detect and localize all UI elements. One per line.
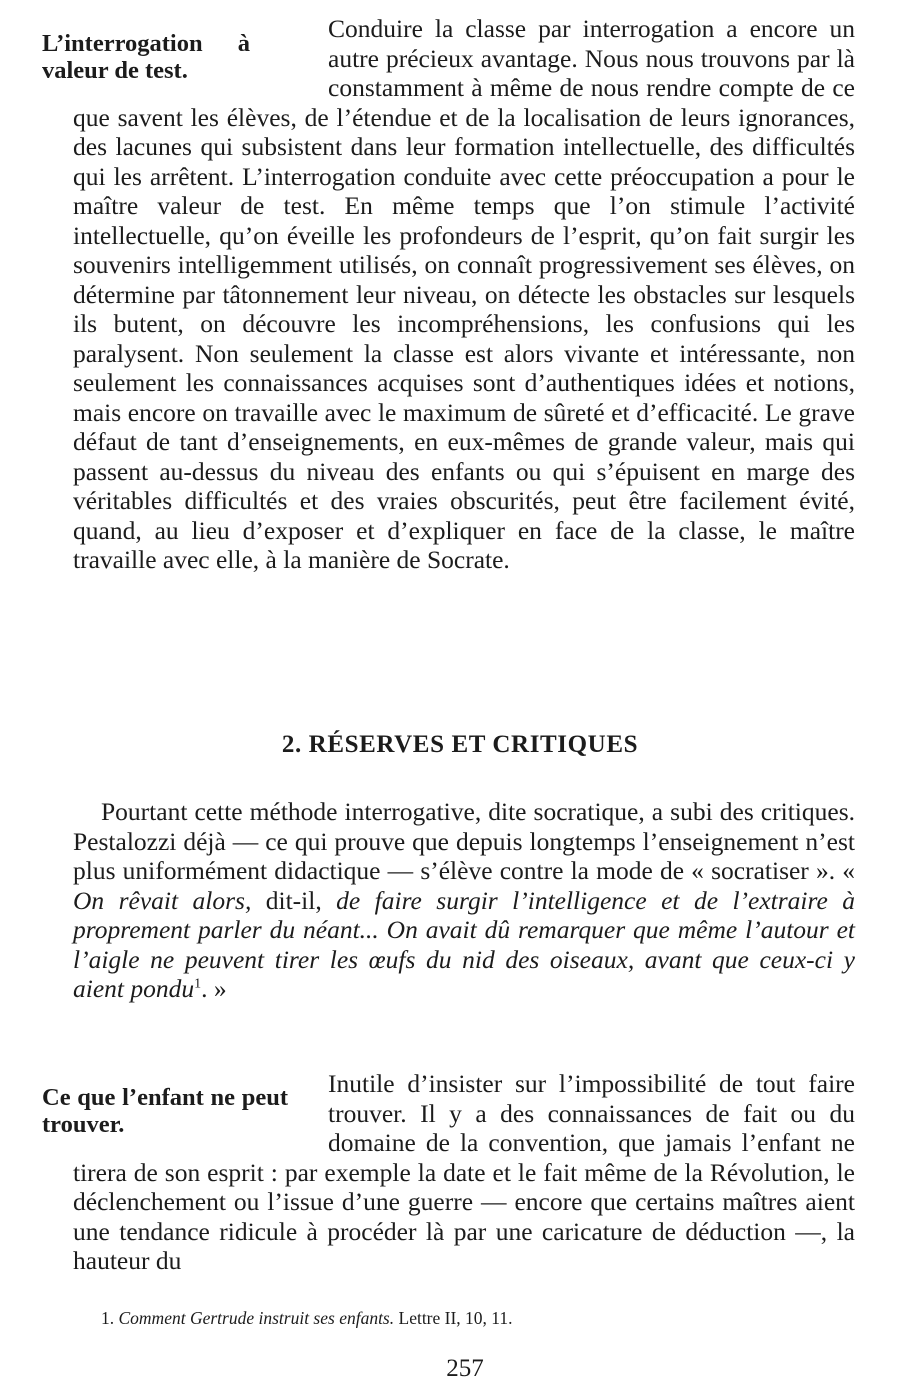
footnote-title: Comment Gertrude instruit ses enfants. (118, 1308, 395, 1328)
sidenote-enfant-trouver: Ce que l’enfant ne peut trouver. (42, 1084, 288, 1138)
sidenote-spacer (73, 14, 328, 102)
footnote-reference: Lettre II, 10, 11. (394, 1308, 513, 1328)
quote-close: . » (201, 974, 227, 1003)
footnote (101, 1308, 513, 1329)
page-number: 257 (446, 1355, 484, 1382)
paragraph-impossibilite-text: Inutile d’insister sur l’impossibilité de tout faire trouver. Il y a des connaissances de fait ou du domaine de la convention, que jamais l’enfant ne tirera de son esprit : par exemple la date et le fait même de la Révolution, le déclenchement ou l’issue d’une guerre — encore que certains maîtres aient une tendance ridicule à procéder là par une caricature de déduction —, la hauteur du (73, 1069, 855, 1275)
paragraph-interrogation-text: Conduire la classe par interrogation a encore un autre précieux avantage. Nous nous trouvons par là constamment à même de nous rendre compte de ce que savent les élèves, de l’étendue et de la localisation de leurs ignorances, des lacunes qui subsistent dans leur formation intellectuelle, des difficultés qui les arrêtent. L’interrogation conduite avec cette préoccupation a pour le maître valeur de test. En même temps que l’on stimule l’activité intellectuelle, qu’on éveille les profondeurs de l’esprit, qu’on fait surgir les souvenirs intelligemment utilisés, on connaît progressivement ses élèves, on détermine par tâtonnement leur niveau, on détecte les obstacles sur lesquels ils butent, on découvre les incompréhensions, les confusions qui les paralysent. Non seulement la classe est alors vivante et intéressante, non seulement les connaissances acquises sont d’authentiques idées et notions, mais encore on travaille avec le maximum de sûreté et d’efficacité. Le grave défaut de tant d’enseignements, en eux-mêmes de grande valeur, mais qui passent au-dessus du niveau des enfants ou qui s’épuisent en marge des véritables difficultés et des vraies obscurités, peut être facilement évité, quand, au lieu d’exposer et d’expliquer en face de la classe, le maître travaille avec elle, à la manière de Socrate. (73, 14, 855, 574)
paragraph-critiques (73, 797, 855, 1004)
quote-part-a: On rêvait alors, (73, 885, 252, 915)
sidenote-spacer-2 (73, 1069, 328, 1157)
paragraph-interrogation (73, 14, 855, 575)
quote-part-b: de faire surgir l’intelligence et de l’extraire à proprement parler du néant... On avait dû remarquer que même l’autour et l’aigle ne peuvent tirer les œufs du nid des oiseaux, avant que ceux-ci y aient pondu (73, 885, 855, 1003)
critiques-text: Pourtant cette méthode interrogative, dite socratique, a subi des critiques. Pestalozzi déjà — ce qui prouve que depuis longtemps l’enseignement n’est plus uniformément didactique — s’élève contre la mode de « socratiser ». « (73, 797, 855, 885)
dit-il-text: dit-il, (251, 885, 337, 915)
footnote-number: 1. (101, 1308, 115, 1328)
sidenote-interrogation-test: L’interrogation à valeur de test. (42, 30, 250, 84)
footnote-ref: 1 (194, 976, 202, 992)
section-title: 2. RÉSERVES ET CRITIQUES (281, 731, 639, 758)
paragraph-impossibilite (73, 1069, 855, 1276)
